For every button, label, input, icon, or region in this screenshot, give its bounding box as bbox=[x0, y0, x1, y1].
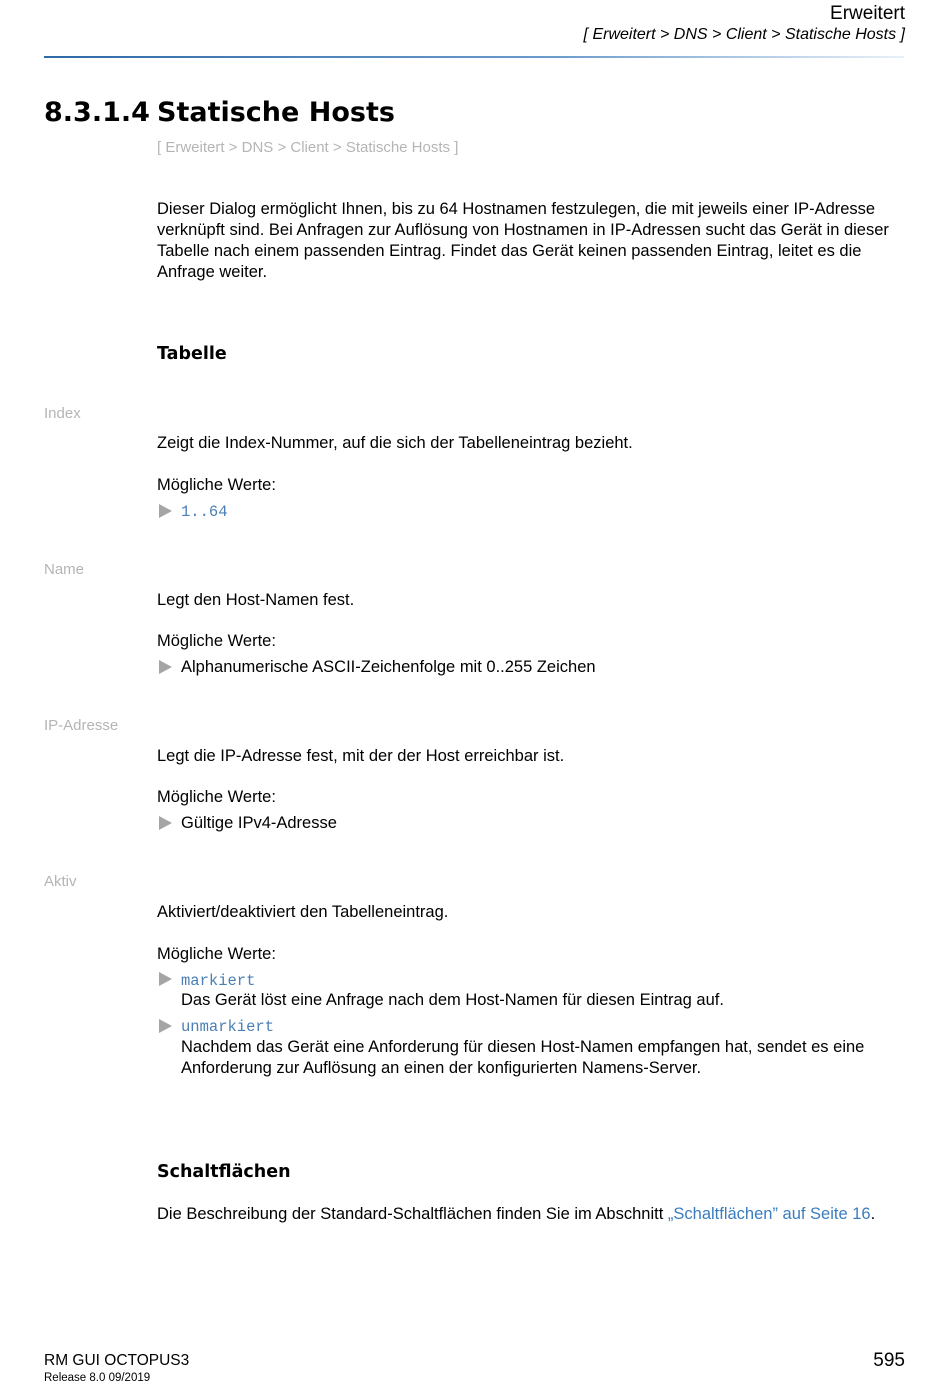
param-value-name: Alphanumerische ASCII-Zeichenfolge mit 0..255 Zeichen bbox=[181, 658, 596, 676]
possible-values-label: Mögliche Werte: bbox=[157, 788, 276, 806]
section-number: 8.3.1.4 bbox=[44, 97, 150, 128]
value-code: markiert bbox=[181, 972, 256, 990]
section-breadcrumb: [ Erweitert > DNS > Client > Statische Hosts ] bbox=[157, 139, 459, 156]
buttons-section-link[interactable]: „Schaltflächen” auf Seite 16 bbox=[667, 1205, 871, 1223]
value-code: 1..64 bbox=[181, 503, 228, 521]
bullet-triangle-icon bbox=[159, 972, 172, 986]
param-label-active: Aktiv bbox=[44, 873, 77, 890]
header-divider bbox=[44, 56, 904, 58]
value-code: unmarkiert bbox=[181, 1018, 275, 1036]
param-label-name: Name bbox=[44, 561, 85, 578]
possible-values-label: Mögliche Werte: bbox=[157, 945, 276, 963]
possible-values-label: Mögliche Werte: bbox=[157, 632, 276, 650]
param-value-active-2 bbox=[181, 1016, 921, 1038]
intro-paragraph: Dieser Dialog ermöglicht Ihnen, bis zu 64 Hostnamen festzulegen, die mit jeweils einer IP-Adresse verknüpft sind. Bei Anfragen zur Auflösung von Hostnamen in IP-Adressen sucht das Gerät in dieser Tabelle nach einem passenden Eintrag. Findet das Gerät keinen passenden Eintrag, leitet es die Anfrage weiter. bbox=[157, 200, 889, 281]
param-value-active-1-desc: Das Gerät löst eine Anfrage nach dem Host-Namen für diesen Eintrag auf. bbox=[181, 991, 724, 1009]
chapter-title: Erweitert bbox=[830, 3, 905, 24]
buttons-text-after: . bbox=[870, 1205, 876, 1223]
param-label-ip: IP-Adresse bbox=[44, 717, 119, 734]
param-label-index: Index bbox=[44, 405, 81, 422]
param-desc-ip: Legt die IP-Adresse fest, mit der der Host erreichbar ist. bbox=[157, 747, 565, 765]
param-desc-active: Aktiviert/deaktiviert den Tabelleneintrag. bbox=[157, 903, 449, 921]
bullet-triangle-icon bbox=[159, 816, 172, 830]
section-title: Statische Hosts bbox=[157, 97, 395, 128]
table-heading: Tabelle bbox=[157, 344, 227, 364]
footer-release: Release 8.0 09/2019 bbox=[44, 1372, 151, 1384]
bullet-triangle-icon bbox=[159, 504, 172, 518]
bullet-triangle-icon bbox=[159, 660, 172, 674]
buttons-text-before: Die Beschreibung der Standard-Schaltflächen finden Sie im Abschnitt bbox=[157, 1205, 668, 1223]
possible-values-label: Mögliche Werte: bbox=[157, 476, 276, 494]
bullet-triangle-icon bbox=[159, 1019, 172, 1033]
header-breadcrumb: [ Erweitert > DNS > Client > Statische Hosts ] bbox=[583, 26, 905, 43]
buttons-paragraph bbox=[157, 1204, 937, 1225]
buttons-heading: Schaltflächen bbox=[157, 1162, 291, 1182]
footer-product: RM GUI OCTOPUS3 bbox=[44, 1352, 190, 1369]
param-desc-name: Legt den Host-Namen fest. bbox=[157, 591, 355, 609]
page-number: 595 bbox=[873, 1350, 905, 1371]
param-value-index bbox=[181, 501, 921, 523]
param-desc-index: Zeigt die Index-Nummer, auf die sich der Tabelleneintrag bezieht. bbox=[157, 434, 633, 452]
param-value-active-1 bbox=[181, 970, 921, 992]
param-value-ip: Gültige IPv4-Adresse bbox=[181, 814, 337, 832]
param-value-active-2-desc: Nachdem das Gerät eine Anforderung für diesen Host-Namen empfangen hat, sendet es eine Anforderung zur Auflösung an einen der konfigurierten Namens-Server. bbox=[181, 1038, 865, 1077]
